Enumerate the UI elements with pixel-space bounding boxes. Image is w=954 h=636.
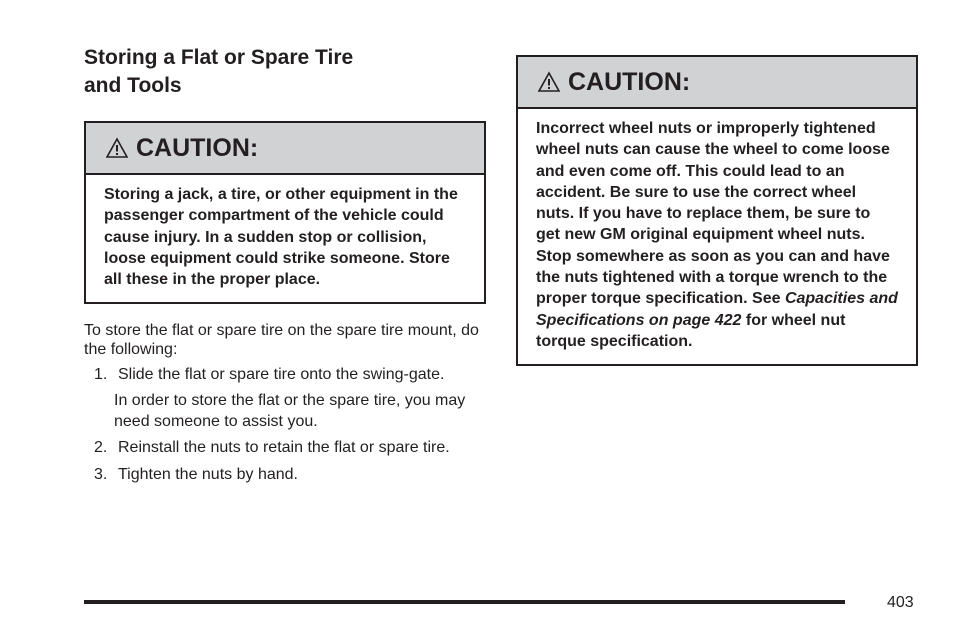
step-item-3	[84, 465, 486, 485]
cross-reference-link[interactable]: Capacities and Specifications on page 422	[536, 290, 898, 329]
section-title-line-2: and Tools	[84, 74, 182, 97]
step-note: In order to store the flat or the spare tire, you may need someone to assist you.	[114, 392, 466, 431]
footer-rule	[84, 600, 845, 604]
caution-text-main: Incorrect wheel nuts or improperly tightened wheel nuts can cause the wheel to come loose and even come off. This could lead to an accident. Be sure to use the correct wheel nuts. If you have to replace them, be sure to get new GM original equipment wheel nuts. Stop somewhere as soon as you can and have the nuts tightened with a torque wrench to the proper torque specification. See	[536, 120, 890, 308]
caution-text	[518, 109, 916, 364]
step-item-2	[84, 438, 486, 458]
step-number: 2.	[94, 439, 108, 457]
step-text: Tighten the nuts by hand.	[118, 466, 298, 484]
caution-text: Storing a jack, a tire, or other equipment in the passenger compartment of the vehicle could cause injury. In a sudden stop or collision, loose equipment could strike someone. Store all these in the proper place.	[104, 186, 458, 289]
caution-text-end: for wheel nut torque specification.	[536, 311, 846, 350]
caution-box-wheel-nuts	[516, 55, 918, 366]
intro-paragraph: To store the flat or spare tire on the spare tire mount, do the following:	[84, 322, 479, 359]
warning-triangle-icon	[538, 71, 560, 93]
caution-header	[518, 57, 916, 109]
step-number: 3.	[94, 466, 108, 484]
section-title-line-1: Storing a Flat or Spare Tire	[84, 46, 354, 69]
step-text: Reinstall the nuts to retain the flat or spare tire.	[118, 439, 450, 457]
step-number: 1.	[94, 366, 108, 384]
steps-list	[84, 365, 486, 485]
step-text: Slide the flat or spare tire onto the swing-gate.	[118, 366, 445, 384]
caution-label: CAUTION:	[568, 67, 691, 96]
page-number: 403	[887, 594, 914, 611]
caution-box-storage	[84, 121, 486, 304]
section-title	[84, 44, 404, 100]
step-item-1	[84, 365, 486, 385]
right-column	[516, 55, 918, 366]
left-column	[84, 44, 486, 492]
warning-triangle-icon	[106, 137, 128, 159]
caution-label: CAUTION:	[136, 133, 259, 162]
caution-header	[86, 123, 484, 175]
